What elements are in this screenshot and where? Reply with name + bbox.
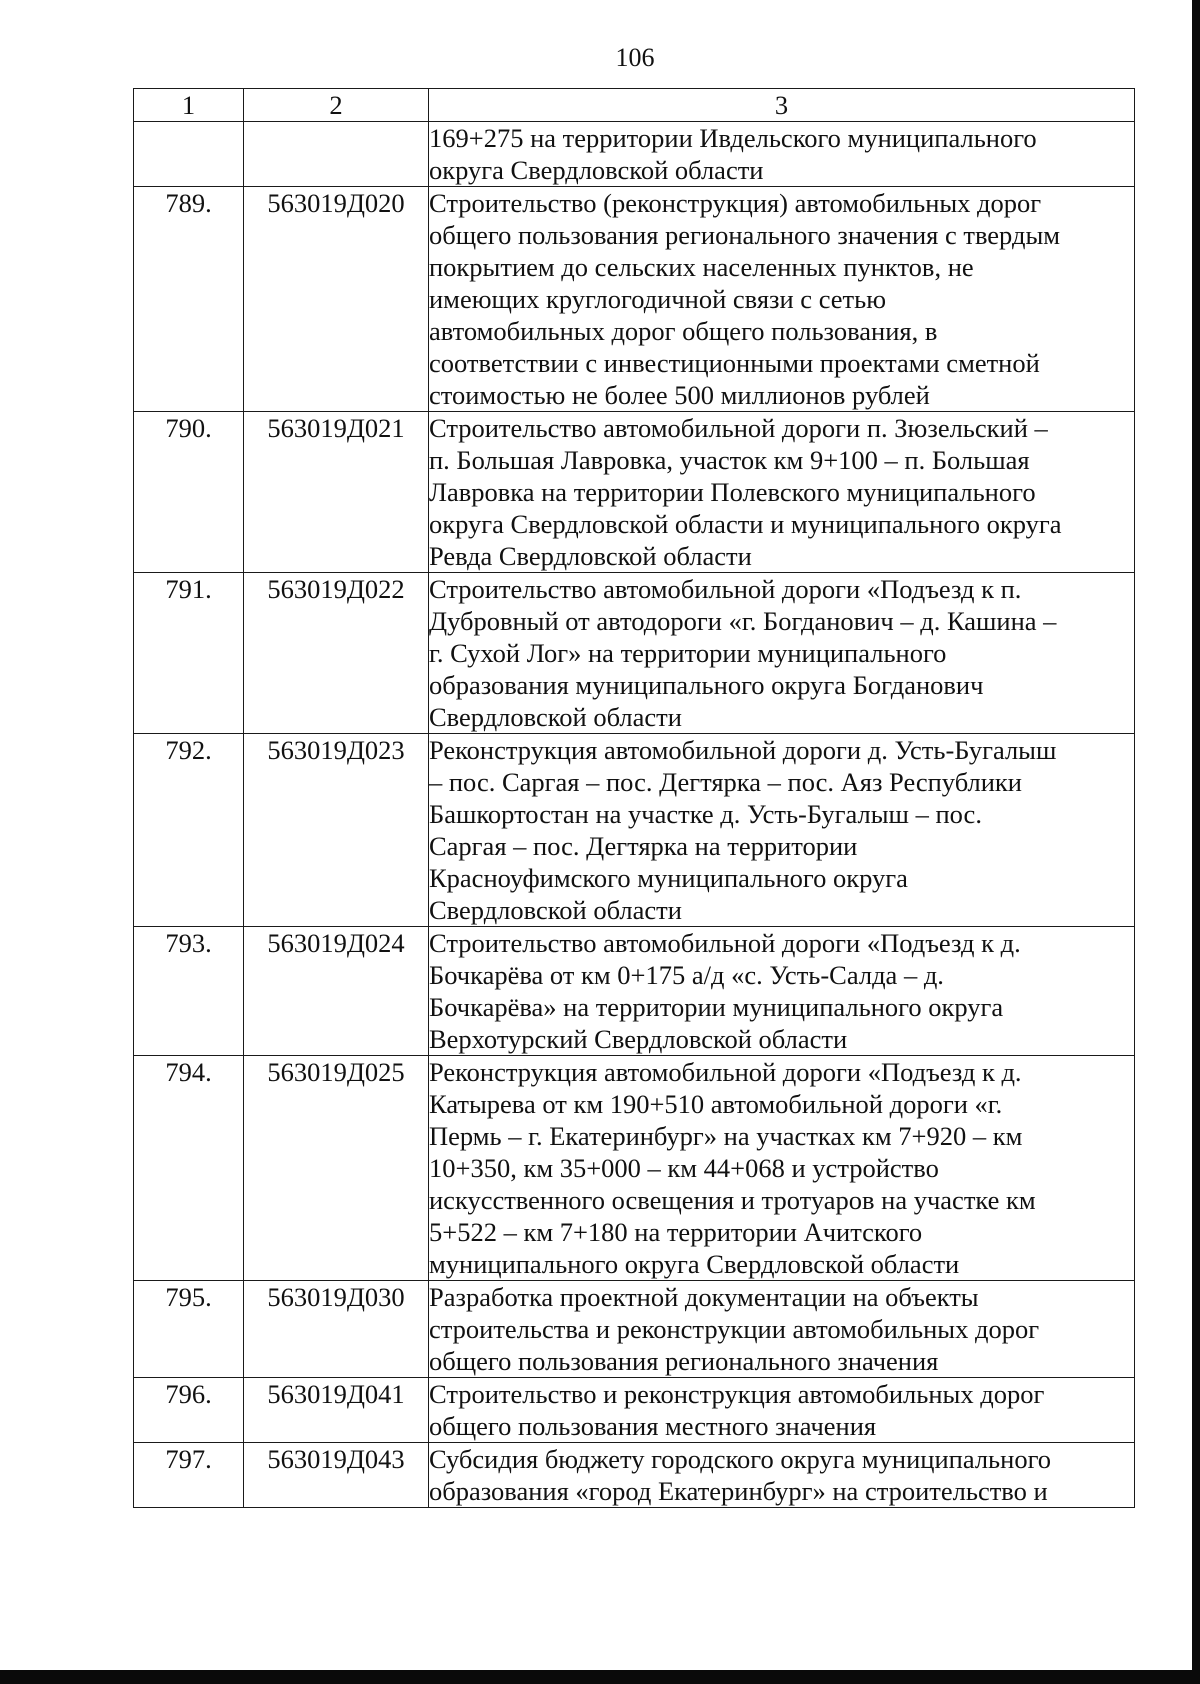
description-line: Строительство и реконструкция автомобильных дорог — [429, 1379, 1045, 1409]
description-line: имеющих круглогодичной связи с сетью — [429, 284, 887, 314]
row-code: 563019Д023 — [244, 734, 429, 927]
table-row — [134, 1443, 1135, 1508]
description-line: 5+522 – км 7+180 на территории Ачитского — [429, 1217, 923, 1247]
table-header-row — [134, 89, 1135, 122]
table-row — [134, 187, 1135, 412]
row-code: 563019Д024 — [244, 927, 429, 1056]
description-line: Строительство автомобильной дороги «Подъезд к п. — [429, 574, 1022, 604]
row-code: 563019Д025 — [244, 1056, 429, 1281]
description-line: общего пользования регионального значения — [429, 1346, 939, 1376]
page-number: 106 — [615, 43, 655, 72]
description-line: Верхотурский Свердловской области — [429, 1024, 848, 1054]
row-code: 563019Д022 — [244, 573, 429, 734]
row-number: 793. — [134, 927, 244, 1056]
table-row — [134, 1056, 1135, 1281]
header-col-1: 1 — [134, 89, 244, 122]
description-line: покрытием до сельских населенных пунктов, не — [429, 252, 974, 282]
row-description — [429, 122, 1135, 187]
table-row — [134, 573, 1135, 734]
row-number: 797. — [134, 1443, 244, 1508]
row-description — [429, 187, 1135, 412]
description-line: искусственного освещения и тротуаров на участке км — [429, 1185, 1036, 1215]
description-line: Строительство автомобильной дороги «Подъезд к д. — [429, 928, 1021, 958]
table-row — [134, 734, 1135, 927]
description-line: Дубровный от автодороги «г. Богданович – д. Кашина – — [429, 606, 1057, 636]
row-description — [429, 573, 1135, 734]
description-line: округа Свердловской области — [429, 155, 764, 185]
description-line: п. Большая Лавровка, участок км 9+100 – п. Большая — [429, 445, 1030, 475]
description-line: Свердловской области — [429, 895, 682, 925]
row-number: 796. — [134, 1378, 244, 1443]
description-line: Строительство (реконструкция) автомобильных дорог — [429, 188, 1042, 218]
budget-classification-table — [133, 88, 1135, 1508]
row-number: 792. — [134, 734, 244, 927]
table-row — [134, 927, 1135, 1056]
row-number: 790. — [134, 412, 244, 573]
description-line: Пермь – г. Екатеринбург» на участках км 7+920 – км — [429, 1121, 1023, 1151]
table-row — [134, 1281, 1135, 1378]
description-line: общего пользования местного значения — [429, 1411, 877, 1441]
description-line: округа Свердловской области и муниципального округа — [429, 509, 1062, 539]
table-row — [134, 1378, 1135, 1443]
row-code: 563019Д020 — [244, 187, 429, 412]
header-col-3: 3 — [429, 89, 1135, 122]
description-line: Реконструкция автомобильной дороги д. Усть-Бугалыш — [429, 735, 1057, 765]
row-description — [429, 1443, 1135, 1508]
header-col-2: 2 — [244, 89, 429, 122]
description-line: Субсидия бюджету городского округа муниципального — [429, 1444, 1052, 1474]
description-line: 10+350, км 35+000 – км 44+068 и устройство — [429, 1153, 939, 1183]
description-line: Бочкарёва» на территории муниципального округа — [429, 992, 1004, 1022]
description-line: Свердловской области — [429, 702, 682, 732]
row-description — [429, 1378, 1135, 1443]
description-line: строительства и реконструкции автомобильных дорог — [429, 1314, 1040, 1344]
row-code: 563019Д041 — [244, 1378, 429, 1443]
row-description — [429, 927, 1135, 1056]
row-number: 794. — [134, 1056, 244, 1281]
description-line: 169+275 на территории Ивдельского муниципального — [429, 123, 1037, 153]
description-line: Ревда Свердловской области — [429, 541, 752, 571]
description-line: автомобильных дорог общего пользования, в — [429, 316, 938, 346]
description-line: стоимостью не более 500 миллионов рублей — [429, 380, 930, 410]
description-line: Разработка проектной документации на объекты — [429, 1282, 979, 1312]
description-line: Реконструкция автомобильной дороги «Подъезд к д. — [429, 1057, 1022, 1087]
scan-edge-right — [1192, 0, 1200, 1684]
description-line: Бочкарёва от км 0+175 а/д «с. Усть-Салда – д. — [429, 960, 944, 990]
row-description — [429, 1056, 1135, 1281]
row-description — [429, 1281, 1135, 1378]
row-code: 563019Д043 — [244, 1443, 429, 1508]
description-line: – пос. Саргая – пос. Дегтярка – пос. Аяз Республики — [429, 767, 1022, 797]
description-line: Строительство автомобильной дороги п. Зюзельский – — [429, 413, 1048, 443]
description-line: Катырева от км 190+510 автомобильной дороги «г. — [429, 1089, 1003, 1119]
row-code: 563019Д021 — [244, 412, 429, 573]
description-line: г. Сухой Лог» на территории муниципального — [429, 638, 947, 668]
description-line: Саргая – пос. Дегтярка на территории — [429, 831, 858, 861]
row-number: 791. — [134, 573, 244, 734]
description-line: Красноуфимского муниципального округа — [429, 863, 908, 893]
description-line: образования «город Екатеринбург» на строительство и — [429, 1476, 1048, 1506]
description-line: муниципального округа Свердловской области — [429, 1249, 960, 1279]
description-line: Лавровка на территории Полевского муниципального — [429, 477, 1036, 507]
description-line: Башкортостан на участке д. Усть-Бугалыш – пос. — [429, 799, 982, 829]
table-row — [134, 122, 1135, 187]
row-number — [134, 122, 244, 187]
row-description — [429, 412, 1135, 573]
row-code: 563019Д030 — [244, 1281, 429, 1378]
description-line: общего пользования регионального значения с твердым — [429, 220, 1061, 250]
description-line: соответствии с инвестиционными проектами сметной — [429, 348, 1040, 378]
row-description — [429, 734, 1135, 927]
row-number: 789. — [134, 187, 244, 412]
row-code — [244, 122, 429, 187]
description-line: образования муниципального округа Богданович — [429, 670, 984, 700]
scan-edge-bottom — [0, 1670, 1200, 1684]
table-row — [134, 412, 1135, 573]
row-number: 795. — [134, 1281, 244, 1378]
